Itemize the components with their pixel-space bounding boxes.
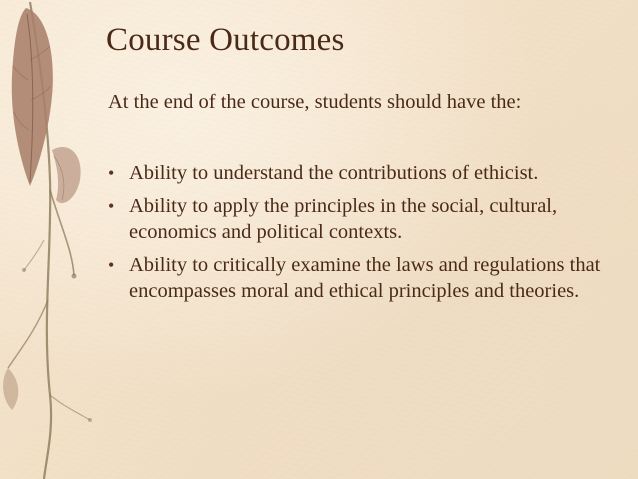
outcome-list [108, 160, 608, 311]
bullet-text: Ability to apply the principles in the social, cultural, economics and political contexts. [129, 195, 558, 243]
bullet-icon: • [108, 196, 115, 216]
list-item [108, 160, 608, 186]
list-item [108, 193, 608, 245]
intro-text: At the end of the course, students should have the: [108, 91, 522, 113]
dried-leaf-branch-icon [0, 0, 120, 479]
list-item [108, 252, 608, 304]
bullet-text: Ability to understand the contributions of ethicist. [129, 162, 539, 184]
bullet-icon: • [108, 163, 115, 183]
bullet-text: Ability to critically examine the laws and regulations that encompasses moral and ethical principles and theories. [129, 254, 601, 302]
slide-title: Course Outcomes [106, 22, 345, 58]
bullet-icon: • [108, 255, 115, 275]
